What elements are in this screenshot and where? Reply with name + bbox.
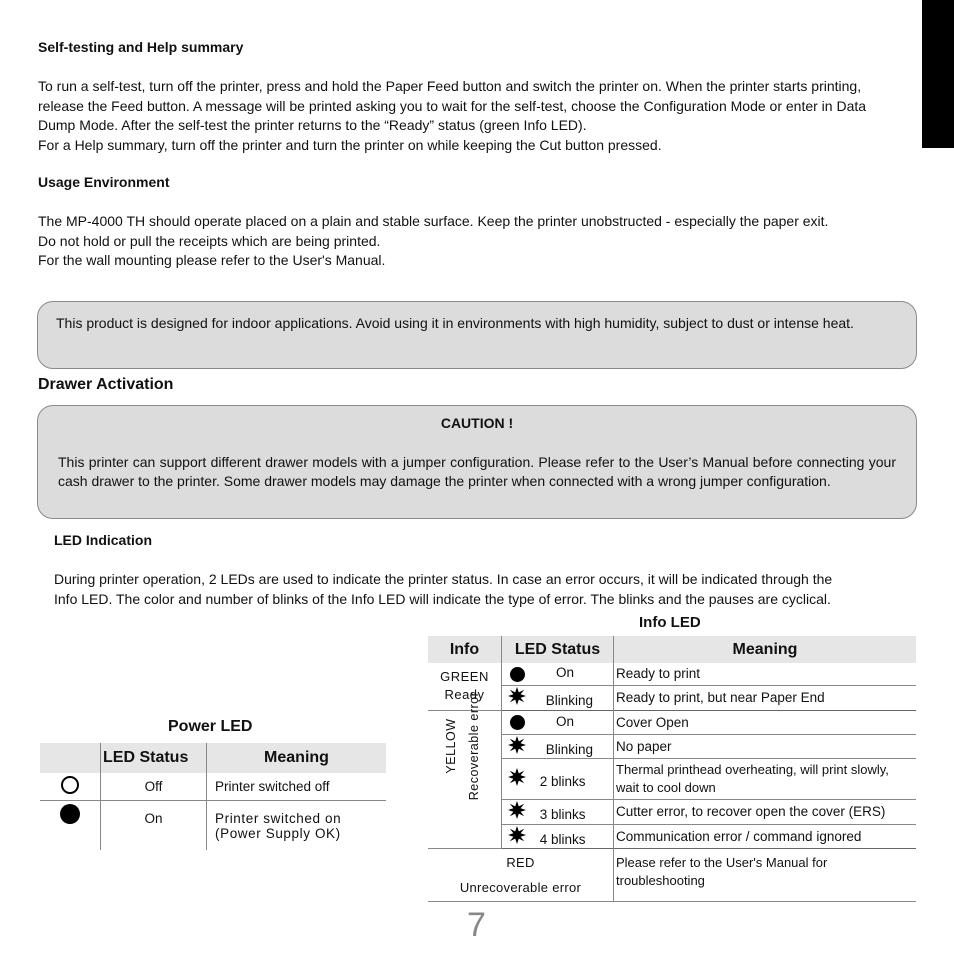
led-meaning-line: Thermal printhead overheating, will print slowly, xyxy=(616,761,889,777)
power-led-title: Power LED xyxy=(168,718,253,735)
led-meaning: No paper xyxy=(614,734,917,758)
led-blink-icon xyxy=(508,687,526,705)
power-header-status: LED Status xyxy=(101,743,207,773)
red-group-label xyxy=(428,848,614,901)
led-line: Info LED. The color and number of blinks of the Info LED will indicate the type of error. The blinks and the pauses are cyclical. xyxy=(54,590,831,607)
table-row xyxy=(428,685,916,710)
led-status: Blinking xyxy=(545,693,594,708)
led-blink-icon xyxy=(508,768,526,786)
caution-title: CAUTION ! xyxy=(440,415,514,431)
caution-box xyxy=(37,405,917,519)
led-status: 2 blinks xyxy=(539,774,586,789)
led-meaning xyxy=(614,848,917,901)
led-status: Blinking xyxy=(545,741,594,757)
group-label-line: Recoverable error xyxy=(467,691,481,800)
led-meaning: Ready to print, but near Paper End xyxy=(614,685,917,710)
info-header-info: Info xyxy=(428,636,502,663)
led-on-icon xyxy=(60,804,80,824)
led-meaning: Communication error / command ignored xyxy=(614,824,917,848)
power-header-icon xyxy=(40,743,101,773)
group-label-line: Unrecoverable error xyxy=(459,879,582,895)
info-led-title: Info LED xyxy=(639,614,701,631)
led-meaning: Printer switched off xyxy=(207,773,387,800)
usage-heading: Usage Environment xyxy=(38,174,170,190)
led-status: 3 blinks xyxy=(539,807,586,822)
led-line: During printer operation, 2 LEDs are used to indicate the printer status. In case an error occurs, it will be indicated through the xyxy=(54,571,833,587)
led-status: 4 blinks xyxy=(539,831,586,847)
table-row xyxy=(428,848,916,901)
drawer-heading: Drawer Activation xyxy=(38,376,174,393)
usage-line: The MP-4000 TH should operate placed on a plain and stable surface. Keep the printer unobstructed - especially the paper exit. xyxy=(38,213,829,229)
self-test-line: release the Feed button. A message will be printed asking you to wait for the self-test, choose the Configuration Mode or enter in Data xyxy=(38,97,867,114)
info-header-meaning: Meaning xyxy=(614,636,917,663)
led-meaning: Ready to print xyxy=(614,663,917,685)
table-row xyxy=(40,800,386,850)
group-label-line: RED xyxy=(506,854,535,870)
group-label-line: GREEN xyxy=(440,669,489,685)
led-on-icon xyxy=(510,715,525,730)
self-test-body xyxy=(38,77,918,155)
indoor-note-text: This product is designed for indoor applications. Avoid using it in environments with high humidity, subject to dust or intense heat. xyxy=(56,315,854,331)
usage-line: For the wall mounting please refer to the User's Manual. xyxy=(38,252,386,268)
led-meaning xyxy=(614,758,917,799)
info-led-table xyxy=(428,636,916,902)
led-heading: LED Indication xyxy=(54,532,152,548)
indoor-note-box xyxy=(37,301,917,369)
group-label-line: YELLOW xyxy=(444,717,458,774)
self-test-line: To run a self-test, turn off the printer, press and hold the Paper Feed button and switch the printer on. When the printer starts printing, xyxy=(38,78,862,94)
led-meaning: Cover Open xyxy=(614,710,917,734)
led-meaning xyxy=(207,800,387,850)
led-meaning-line: wait to cool down xyxy=(616,779,716,795)
led-meaning-line: (Power Supply OK) xyxy=(215,825,341,841)
led-status: Off xyxy=(101,773,207,800)
led-status: On xyxy=(101,800,207,850)
usage-body xyxy=(38,212,918,271)
led-meaning-line: troubleshooting xyxy=(616,872,705,888)
self-test-line: Dump Mode. After the self-test the printer returns to the “Ready” status (green Info LED). xyxy=(38,117,587,133)
led-blink-icon xyxy=(508,801,526,819)
table-row xyxy=(40,773,386,800)
info-header-status: LED Status xyxy=(502,636,614,663)
table-row xyxy=(428,710,916,734)
led-status: On xyxy=(556,713,575,729)
led-off-icon xyxy=(61,776,79,794)
self-test-line: For a Help summary, turn off the printer and turn the printer on while keeping the Cut button pressed. xyxy=(38,136,662,153)
table-row xyxy=(428,663,916,685)
led-body xyxy=(54,570,914,609)
usage-line: Do not hold or pull the receipts which are being printed. xyxy=(38,232,381,249)
section-tab-marker xyxy=(922,0,954,148)
led-blink-icon xyxy=(508,736,526,754)
led-meaning-line: Please refer to the User's Manual for xyxy=(616,854,828,870)
power-header-meaning: Meaning xyxy=(207,743,387,773)
group-label-line: Ready xyxy=(444,687,485,703)
led-on-icon xyxy=(510,667,525,682)
caution-text: This printer can support different drawer models with a jumper configuration. Please refer to the User’s Manual before connecting your cash drawer to the printer. Some drawer models may damage the printer when connected with a wrong jumper configuration. xyxy=(58,453,896,489)
led-meaning-line: Printer switched on xyxy=(215,810,342,826)
page-number: 7 xyxy=(467,906,486,944)
led-meaning: Cutter error, to recover open the cover (ERS) xyxy=(614,799,917,824)
led-blink-icon xyxy=(508,826,526,844)
led-status: On xyxy=(556,665,575,680)
power-led-table xyxy=(40,743,386,850)
self-test-heading: Self-testing and Help summary xyxy=(38,39,244,55)
